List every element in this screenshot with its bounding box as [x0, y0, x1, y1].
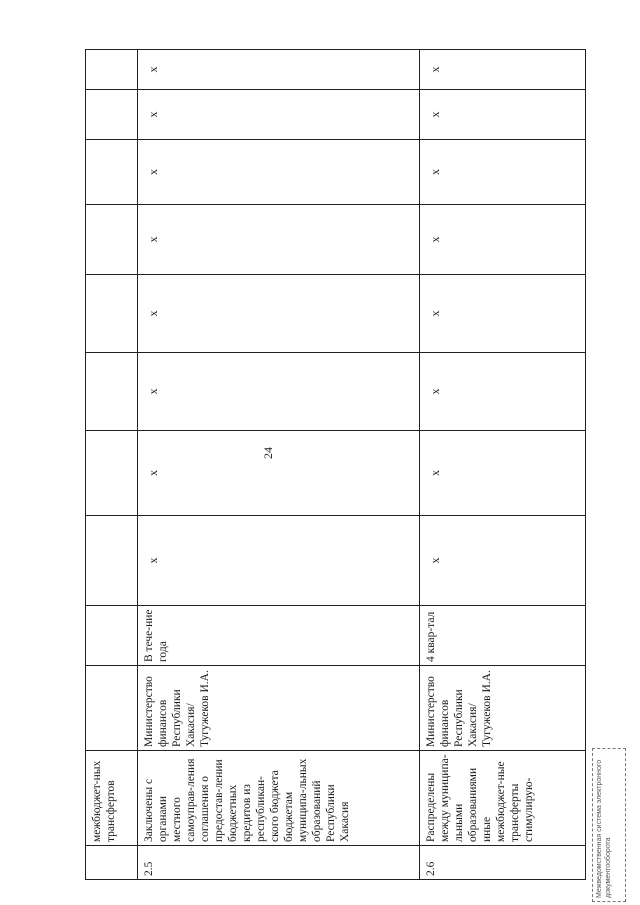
table-row: [86, 50, 138, 880]
responsible-text: [86, 666, 138, 751]
responsible-text: Министерство финансов Республики Хакасия/ Тугужеков И.А.: [420, 666, 586, 751]
mark-cell: x: [138, 353, 420, 431]
plan-table: [85, 49, 586, 880]
mark-cell: x: [420, 205, 586, 275]
table-row: [138, 50, 420, 880]
mark-cell: [86, 516, 138, 606]
mark-cell: x: [420, 353, 586, 431]
mark-cell: [86, 431, 138, 516]
mark-cell: [86, 50, 138, 90]
mark-cell: x: [138, 205, 420, 275]
mark-cell: [86, 90, 138, 140]
rotated-table-wrapper: [85, 50, 585, 880]
mark-cell: [86, 353, 138, 431]
edo-stamp: [592, 748, 626, 902]
mark-cell: x: [420, 275, 586, 353]
row-number: 2.5: [138, 846, 420, 880]
mark-cell: [86, 275, 138, 353]
mark-cell: x: [138, 140, 420, 205]
mark-cell: x: [138, 90, 420, 140]
mark-cell: x: [138, 431, 420, 516]
mark-cell: x: [138, 516, 420, 606]
mark-cell: [86, 140, 138, 205]
row-number: 2.6: [420, 846, 586, 880]
event-text: межбюджет-ных трансфертов: [86, 751, 138, 846]
deadline-text: [86, 606, 138, 666]
responsible-text: Министерство финансов Республики Хакасия/ Тугужеков И.А.: [138, 666, 420, 751]
mark-cell: x: [138, 275, 420, 353]
mark-cell: x: [420, 140, 586, 205]
mark-cell: x: [420, 516, 586, 606]
deadline-text: В тече-ние года: [138, 606, 420, 666]
mark-cell: x: [420, 50, 586, 90]
event-text: Распределены между муниципа-льными образованиями иные межбюджет-ные трансферты стимулирую-: [420, 751, 586, 846]
mark-cell: x: [420, 90, 586, 140]
mark-cell: x: [138, 50, 420, 90]
table-row: [420, 50, 586, 880]
mark-cell: [86, 205, 138, 275]
row-number: [86, 846, 138, 880]
deadline-text: 4 квар-тал: [420, 606, 586, 666]
page-number: 24: [261, 447, 275, 459]
mark-cell: x: [420, 431, 586, 516]
event-text: Заключены с органами местного самоуправ-ления соглашения о предостав-лении бюджетных кредитов из республикан-ского бюджета бюджетам муниципа-льных образований Республики Хакасия: [138, 751, 420, 846]
stamp-text: Межведомственная система электронного документооборота: [596, 759, 612, 898]
